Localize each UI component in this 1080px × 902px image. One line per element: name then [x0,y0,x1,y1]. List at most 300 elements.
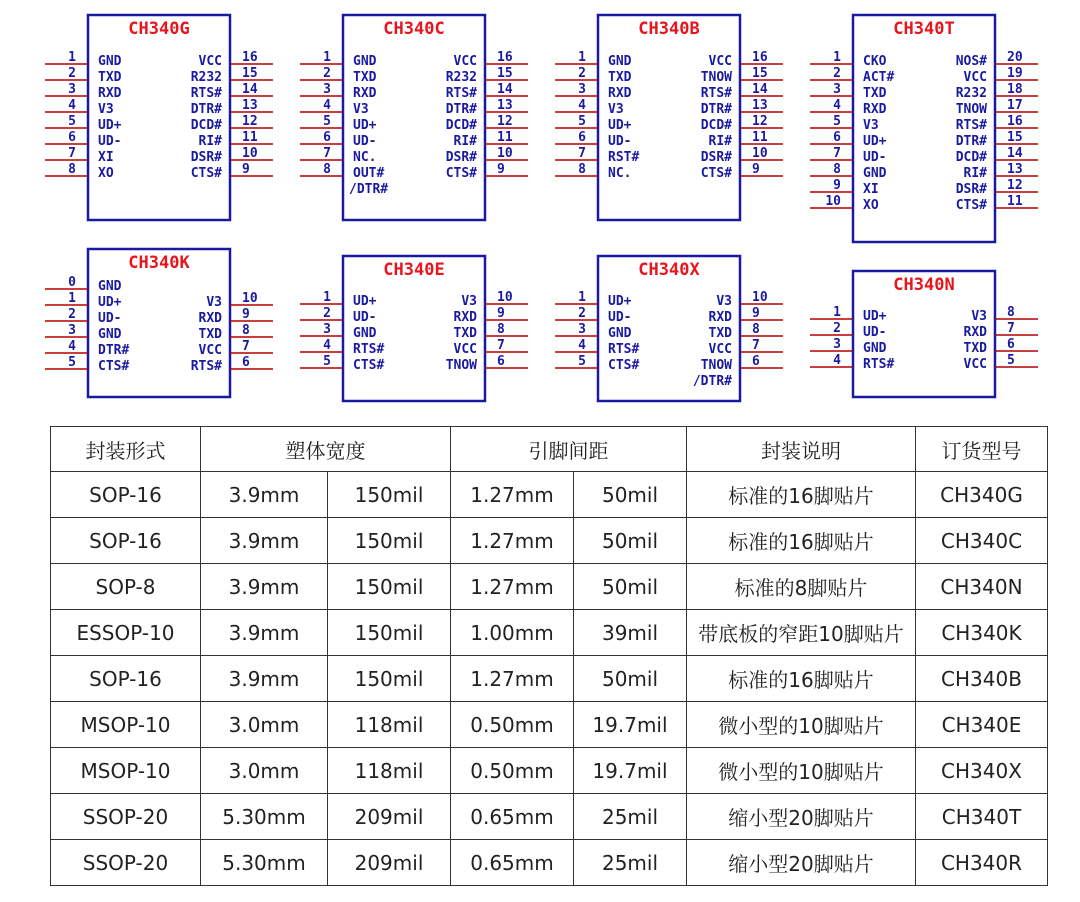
pin-label: V3 [353,102,369,117]
table-cell: 标准的8脚贴片 [687,564,916,610]
pin-number: 9 [833,178,841,193]
pin-number: 12 [752,114,768,129]
pin-number: 10 [497,290,513,305]
pin-number: 2 [323,306,331,321]
pin-label: VCC [453,342,477,357]
pin-label: DSR# [445,150,477,165]
table-header-cell: 封装说明 [687,427,916,472]
pin-label: UD- [863,150,887,165]
pin-label: TXD [708,326,732,341]
table-header-cell: 订货型号 [916,427,1048,472]
pin-number: 4 [833,353,841,368]
pin-number: 9 [497,162,505,177]
pin-label: RTS# [700,86,732,101]
pin-number: 13 [497,98,513,113]
table-cell: CH340C [916,518,1048,564]
pin-number: 15 [242,66,258,81]
pin-number: 13 [752,98,768,113]
pin-label: RI# [708,134,732,149]
pin-label: R232 [190,70,222,85]
pin-number: 3 [578,82,586,97]
pin-label: TXD [863,86,887,101]
pin-label: XI [863,182,879,197]
pin-label: RTS# [863,357,895,372]
table-cell: 1.27mm [451,564,574,610]
pin-number: 4 [323,338,331,353]
table-cell: 标准的16脚贴片 [687,518,916,564]
chip-title: CH340G [128,19,190,39]
pin-number: 16 [752,50,768,65]
table-cell: SOP-16 [51,518,201,564]
chip-title: CH340K [128,253,190,273]
pin-number: 2 [68,66,76,81]
pin-label: RXD [353,86,377,101]
pin-label: UD- [863,325,887,340]
pin-number: 7 [323,146,331,161]
table-cell: 118mil [328,702,451,748]
pin-label: DSR# [955,182,987,197]
pin-number: 11 [752,130,768,145]
pin-number: 6 [752,354,760,369]
pin-label: DTR# [190,102,222,117]
table-cell: 1.00mm [451,610,574,656]
pin-number: 5 [68,114,76,129]
pin-label: GND [98,54,122,69]
pin-label: RTS# [190,86,222,101]
pin-number: 14 [242,82,258,97]
table-cell: CH340X [916,748,1048,794]
pin-number: 8 [68,162,76,177]
table-row [51,656,1048,702]
pin-label: VCC [198,343,222,358]
pin-number: 17 [1007,98,1023,113]
table-cell: 3.9mm [201,610,328,656]
table-cell: 3.0mm [201,702,328,748]
pin-number: 20 [1007,50,1023,65]
table-cell: 缩小型20脚贴片 [687,840,916,886]
pin-label: R232 [445,70,477,85]
pin-label: RI# [963,166,987,181]
pin-label: RTS# [353,342,385,357]
pin-label: XI [98,150,114,165]
table-row [51,702,1048,748]
pin-label: RTS# [608,342,640,357]
pin-number: 10 [752,290,768,305]
chip-title: CH340C [383,19,445,39]
pin-number: 15 [1007,130,1023,145]
pin-number: 2 [578,306,586,321]
table-cell: CH340E [916,702,1048,748]
pin-number: 6 [68,130,76,145]
pin-number: 5 [323,354,331,369]
table-row [51,564,1048,610]
pin-number: 15 [752,66,768,81]
table-cell: 209mil [328,794,451,840]
pin-label: XO [98,166,114,181]
table-cell: MSOP-10 [51,702,201,748]
table-cell: 0.50mm [451,748,574,794]
pin-number: 9 [497,306,505,321]
table-cell: MSOP-10 [51,748,201,794]
pin-number: 11 [242,130,258,145]
pin-label: ACT# [863,70,895,85]
pin-number: 6 [833,130,841,145]
pin-number: 1 [68,291,76,306]
pin-number: 8 [323,162,331,177]
table-cell: 微小型的10脚贴片 [687,702,916,748]
pin-label: RXD [453,310,477,325]
pin-number: 5 [323,114,331,129]
table-cell: SSOP-20 [51,794,201,840]
table-cell: SOP-16 [51,472,201,518]
chip-title: CH340X [638,260,700,280]
pin-label: NC. [608,166,632,181]
table-cell: 标准的16脚贴片 [687,656,916,702]
pin-number: 16 [242,50,258,65]
pin-number: 5 [68,355,76,370]
pin-number: 3 [323,82,331,97]
pin-label: DSR# [190,150,222,165]
pin-label: CKO [863,54,887,69]
table-cell: 微小型的10脚贴片 [687,748,916,794]
pin-number: 1 [68,50,76,65]
pin-number: 4 [68,339,76,354]
table-cell: 0.50mm [451,702,574,748]
table-cell: SOP-8 [51,564,201,610]
table-header-cell: 塑体宽度 [201,427,451,472]
pin-label: TXD [98,70,122,85]
pin-number: 12 [497,114,513,129]
table-cell: 3.9mm [201,472,328,518]
pin-number: 1 [323,290,331,305]
pin-label: UD+ [353,294,377,309]
pin-label: VCC [963,70,987,85]
table-cell: 150mil [328,472,451,518]
table-cell: 带底板的窄距10脚贴片 [687,610,916,656]
pin-label: RTS# [190,359,222,374]
pin-label: TNOW [700,70,732,85]
table-cell: CH340G [916,472,1048,518]
pin-label: TXD [198,327,222,342]
pin-label: GND [863,166,887,181]
pin-label: CTS# [98,359,130,374]
table-cell: CH340B [916,656,1048,702]
pin-label: UD+ [863,134,887,149]
pin-number: 13 [242,98,258,113]
pin-number: 1 [578,50,586,65]
pin-label: CTS# [190,166,222,181]
pin-label: UD+ [98,118,122,133]
pin-number: 1 [833,50,841,65]
pin-number: 2 [578,66,586,81]
pin-label: TXD [453,326,477,341]
table-header-cell: 引脚间距 [451,427,687,472]
pin-label: NOS# [955,54,987,69]
pin-label: DCD# [700,118,732,133]
pin-number: 3 [833,82,841,97]
pin-label: RXD [963,325,987,340]
table-row [51,748,1048,794]
pin-number: 8 [242,323,250,338]
pin-label: RXD [708,310,732,325]
pin-label: V3 [863,118,879,133]
pin-label: VCC [963,357,987,372]
pin-label: XO [863,198,879,213]
pin-number: 7 [497,338,505,353]
table-cell: 缩小型20脚贴片 [687,794,916,840]
pin-label: RXD [608,86,632,101]
table-cell: 25mil [574,840,687,886]
pin-label: DCD# [190,118,222,133]
pin-number: 9 [242,162,250,177]
pin-label: UD+ [863,309,887,324]
pin-label: R232 [955,86,987,101]
pin-label: UD- [608,310,632,325]
pin-label: RI# [453,134,477,149]
table-cell: 50mil [574,564,687,610]
table-cell: 50mil [574,518,687,564]
pin-number: 7 [752,338,760,353]
pin-label: CTS# [445,166,477,181]
table-cell: CH340K [916,610,1048,656]
pin-label: TNOW [955,102,987,117]
pin-label: GND [863,341,887,356]
chip-title: CH340T [893,19,955,39]
table-cell: SOP-16 [51,656,201,702]
pin-number: 9 [242,307,250,322]
pin-number: 7 [1007,321,1015,336]
pin-label: GND [353,54,377,69]
pin-number: 8 [497,322,505,337]
table-cell: 39mil [574,610,687,656]
table-cell: CH340T [916,794,1048,840]
pin-label: V3 [971,309,987,324]
table-header-row [51,427,1048,472]
pin-number: 16 [1007,114,1023,129]
pin-number: 6 [578,130,586,145]
pin-label: GND [353,326,377,341]
pin-label: CTS# [608,358,640,373]
table-cell: 150mil [328,610,451,656]
pin-label: DTR# [955,134,987,149]
pin-label: VCC [708,54,732,69]
pin-number: 1 [833,305,841,320]
pin-label: CTS# [955,198,987,213]
pin-number: 9 [752,162,760,177]
pin-number: 6 [323,130,331,145]
table-cell: ESSOP-10 [51,610,201,656]
pin-number: 3 [68,82,76,97]
pin-number: 3 [578,322,586,337]
pin-number: 7 [242,339,250,354]
pin-number: 13 [1007,162,1023,177]
pin-label: DSR# [700,150,732,165]
pin-label: VCC [453,54,477,69]
table-header-cell: 封装形式 [51,427,201,472]
pin-number: 8 [578,162,586,177]
table-cell: 0.65mm [451,794,574,840]
package-spec-table [50,426,1048,886]
pin-number: 7 [68,146,76,161]
chip-title: CH340E [383,260,445,280]
pin-label: TXD [963,341,987,356]
pin-label: RXD [98,86,122,101]
table-cell: 118mil [328,748,451,794]
pin-label: UD+ [608,294,632,309]
table-cell: 150mil [328,564,451,610]
pin-number: 10 [497,146,513,161]
table-cell: 150mil [328,518,451,564]
pin-label: V3 [716,294,732,309]
table-cell: 1.27mm [451,656,574,702]
pin-label: UD+ [98,295,122,310]
table-cell: 0.65mm [451,840,574,886]
pin-number: 7 [578,146,586,161]
pin-number: 9 [752,306,760,321]
pin-number: 8 [752,322,760,337]
pin-label: V3 [98,102,114,117]
pin-number: 19 [1007,66,1023,81]
pin-number: 18 [1007,82,1023,97]
pin-number: 6 [242,355,250,370]
table-cell: 3.9mm [201,656,328,702]
pin-label-extra: /DTR# [692,374,732,389]
pin-label: GND [98,279,122,294]
pin-label-extra: /DTR# [349,182,389,197]
pin-number: 10 [242,291,258,306]
pin-label: UD+ [608,118,632,133]
pin-label: GND [608,326,632,341]
pin-label: VCC [198,54,222,69]
pin-label: DTR# [445,102,477,117]
pin-label: TNOW [445,358,477,373]
pin-number: 6 [1007,337,1015,352]
pin-label: VCC [708,342,732,357]
pin-number: 11 [1007,194,1023,209]
pin-number: 4 [68,98,76,113]
pin-number: 1 [578,290,586,305]
table-cell: 3.9mm [201,518,328,564]
table-cell: 50mil [574,656,687,702]
pin-number: 4 [578,338,586,353]
pin-number: 10 [752,146,768,161]
pin-number: 4 [578,98,586,113]
table-cell: 19.7mil [574,748,687,794]
table-cell: 19.7mil [574,702,687,748]
pin-label: CTS# [353,358,385,373]
pin-label: RTS# [445,86,477,101]
pin-number: 12 [1007,178,1023,193]
table-cell: 3.0mm [201,748,328,794]
pin-number: 16 [497,50,513,65]
pin-label: RI# [198,134,222,149]
pin-label: RTS# [955,118,987,133]
pin-label: DTR# [700,102,732,117]
pin-label: V3 [608,102,624,117]
table-row [51,794,1048,840]
pin-label: DCD# [445,118,477,133]
pin-number: 0 [68,275,76,290]
pin-label: CTS# [700,166,732,181]
pin-number: 10 [825,194,841,209]
pin-number: 2 [323,66,331,81]
pin-number: 15 [497,66,513,81]
pin-label: NC. [353,150,377,165]
pin-number: 5 [833,114,841,129]
pin-label: RST# [608,150,640,165]
pin-label: GND [98,327,122,342]
pin-number: 10 [242,146,258,161]
pin-label: V3 [206,295,222,310]
pin-number: 5 [578,354,586,369]
chip-pinout-diagrams [0,0,1080,412]
table-cell: 50mil [574,472,687,518]
pin-number: 6 [497,354,505,369]
pin-label: UD- [98,134,122,149]
table-cell: 1.27mm [451,472,574,518]
table-row [51,472,1048,518]
pin-label: RXD [198,311,222,326]
pin-number: 14 [752,82,768,97]
table-cell: 150mil [328,656,451,702]
pin-number: 5 [1007,353,1015,368]
table-cell: 标准的16脚贴片 [687,472,916,518]
table-cell: 1.27mm [451,518,574,564]
pin-label: V3 [461,294,477,309]
table-row [51,840,1048,886]
pin-number: 7 [833,146,841,161]
pin-number: 3 [323,322,331,337]
pin-label: DCD# [955,150,987,165]
pin-label: OUT# [353,166,385,181]
pin-label: UD- [608,134,632,149]
pin-label: TXD [608,70,632,85]
pin-number: 2 [833,321,841,336]
pin-number: 8 [833,162,841,177]
pin-label: DTR# [98,343,130,358]
pin-number: 3 [833,337,841,352]
table-cell: 25mil [574,794,687,840]
pin-number: 3 [68,323,76,338]
pin-label: TXD [353,70,377,85]
pin-number: 4 [323,98,331,113]
pin-number: 8 [1007,305,1015,320]
pin-label: UD- [98,311,122,326]
pin-label: GND [608,54,632,69]
table-cell: 3.9mm [201,564,328,610]
table-row [51,610,1048,656]
table-cell: CH340R [916,840,1048,886]
pin-number: 5 [578,114,586,129]
chip-title: CH340B [638,19,700,39]
table-cell: SSOP-20 [51,840,201,886]
pin-label: UD- [353,134,377,149]
pin-number: 1 [323,50,331,65]
table-cell: 5.30mm [201,794,328,840]
pin-number: 2 [68,307,76,322]
table-cell: 5.30mm [201,840,328,886]
table-cell: CH340N [916,564,1048,610]
table-cell: 209mil [328,840,451,886]
pin-label: UD- [353,310,377,325]
pin-number: 12 [242,114,258,129]
pin-number: 14 [1007,146,1023,161]
pin-number: 11 [497,130,513,145]
chip-title: CH340N [893,275,955,295]
pin-number: 4 [833,98,841,113]
table-row [51,518,1048,564]
pin-label: UD+ [353,118,377,133]
